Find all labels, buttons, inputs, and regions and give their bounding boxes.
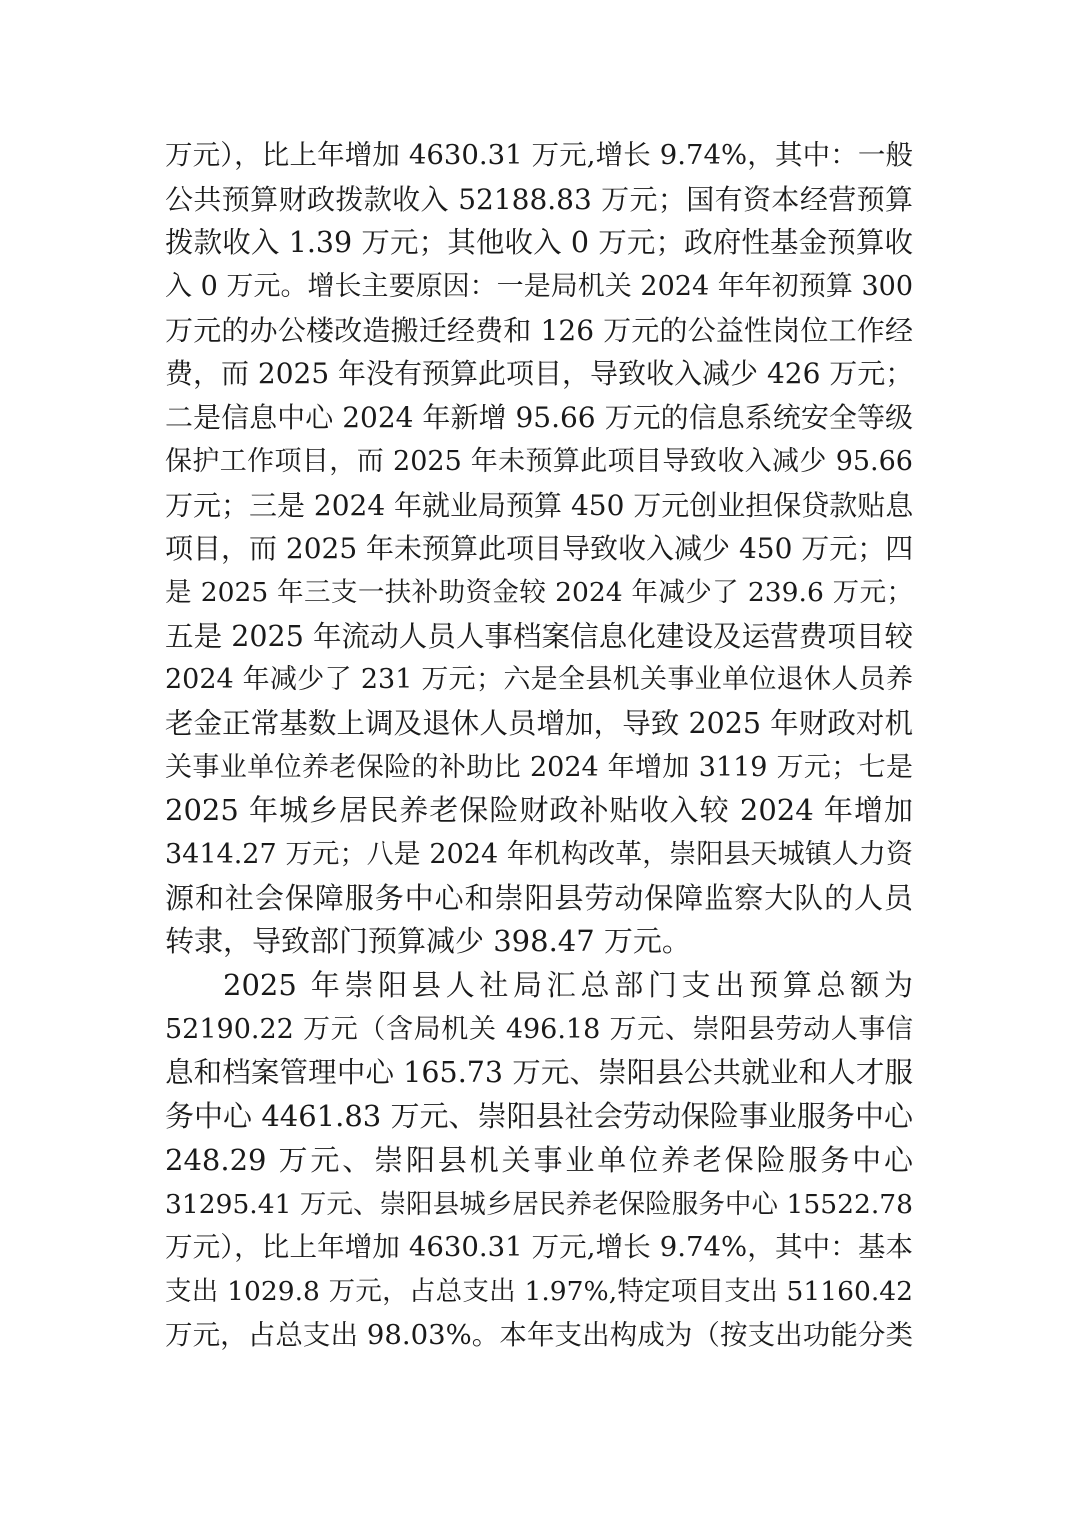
text-line: 31295.41 万元、崇阳县城乡居民养老保险服务中心 15522.78 [165, 1188, 913, 1220]
text-line: 公共预算财政拨款收入 52188.83 万元；国有资本经营预算 [165, 182, 913, 216]
text-line: 关事业单位养老保险的补助比 2024 年增加 3119 万元；七是 [165, 751, 913, 783]
text-line: 源和社会保障服务中心和崇阳县劳动保障监察大队的人员 [165, 880, 913, 915]
text-line: 保护工作项目，而 2025 年未预算此项目导致收入减少 95.66 [165, 445, 913, 477]
text-line: 息和档案管理中心 165.73 万元、崇阳县公共就业和人才服 [165, 1056, 913, 1090]
text-line: 费，而 2025 年没有预算此项目，导致收入减少 426 万元； [165, 357, 914, 391]
text-line: 是 2025 年三支一扶补助资金较 2024 年减少了 239.6 万元； [165, 576, 913, 608]
text-line: 五是 2025 年流动人员人事档案信息化建设及运营费项目较 [165, 619, 913, 653]
text-line: 万元），比上年增加 4630.31 万元,增长 9.74%，其中：一般 [165, 139, 913, 171]
text-line: 52190.22 万元（含局机关 496.18 万元、崇阳县劳动人事信 [165, 1013, 913, 1045]
text-line: 拨款收入 1.39 万元；其他收入 0 万元；政府性基金预算收 [165, 226, 913, 260]
text-line: 老金正常基数上调及退休人员增加，导致 2025 年财政对机 [165, 706, 913, 740]
text-line: 项目，而 2025 年未预算此项目导致收入减少 450 万元；四 [165, 532, 914, 566]
text-line: 万元；三是 2024 年就业局预算 450 万元创业担保贷款贴息 [165, 488, 914, 522]
text-line: 万元的办公楼改造搬迁经费和 126 万元的公益性岗位工作经 [165, 313, 913, 347]
text-line: 3414.27 万元；八是 2024 年机构改革，崇阳县天城镇人力资 [165, 839, 913, 870]
text-line: 2025 年崇阳县人社局汇总部门支出预算总额为 [223, 968, 913, 1003]
text-line: 248.29 万元、崇阳县机关事业单位养老保险服务中心 [165, 1142, 913, 1177]
text-line: 转隶，导致部门预算减少 398.47 万元。 [165, 924, 691, 959]
paragraph-income [165, 134, 913, 964]
text-line: 2025 年城乡居民养老保险财政补贴收入较 2024 年增加 [165, 793, 913, 828]
text-line: 支出 1029.8 万元，占总支出 1.97%,特定项目支出 51160.42 [165, 1275, 913, 1307]
text-line: 万元，占总支出 98.03%。本年支出构成为（按支出功能分类 [165, 1318, 913, 1351]
paragraph-expenditure [165, 964, 913, 1357]
text-line: 2024 年减少了 231 万元；六是全县机关事业单位退休人员养 [165, 664, 913, 696]
body-text [165, 134, 913, 1357]
text-line: 二是信息中心 2024 年新增 95.66 万元的信息系统安全等级 [165, 401, 913, 435]
text-line: 入 0 万元。增长主要原因：一是局机关 2024 年年初预算 300 [165, 271, 913, 303]
text-line: 万元），比上年增加 4630.31 万元,增长 9.74%，其中：基本 [165, 1231, 913, 1264]
text-line: 务中心 4461.83 万元、崇阳县社会劳动保险事业服务中心 [165, 1099, 913, 1134]
